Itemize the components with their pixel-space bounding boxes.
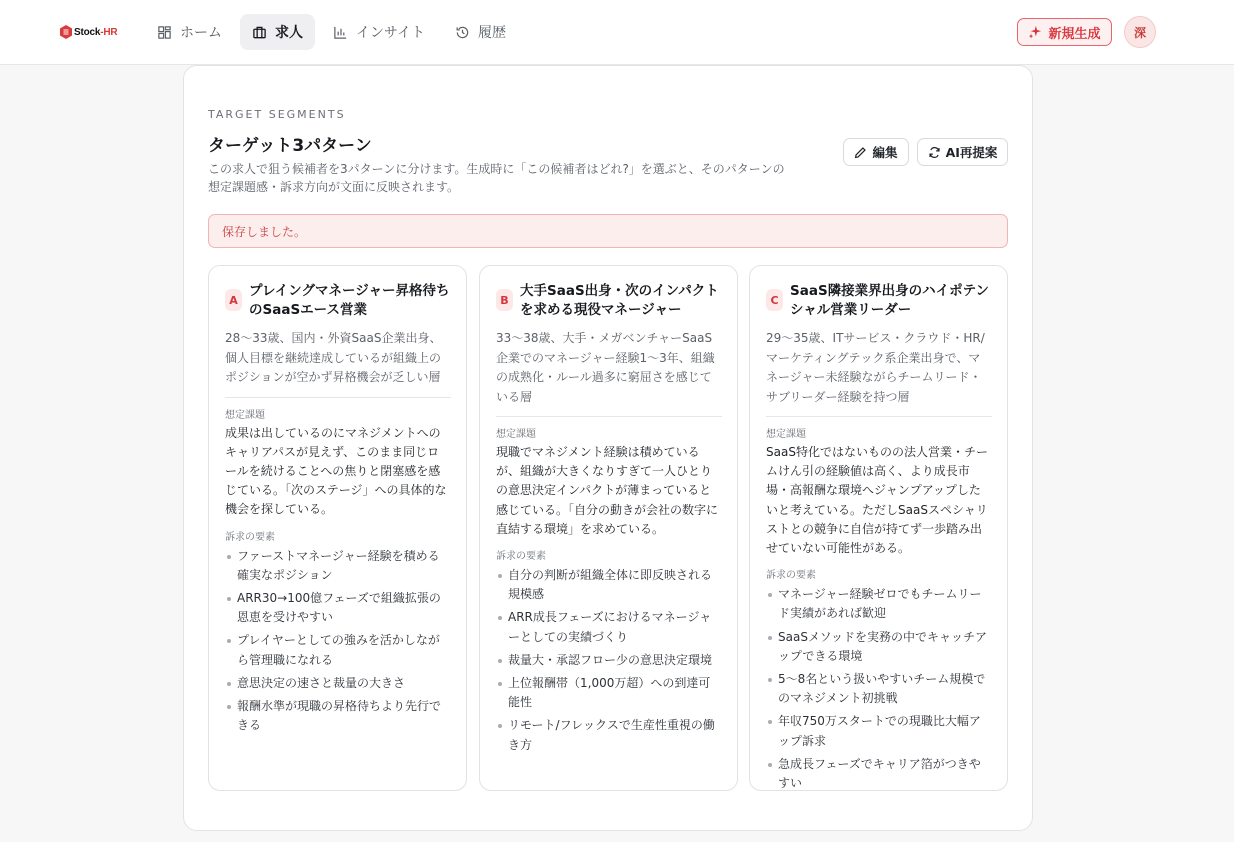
main-nav — [145, 14, 518, 50]
appeal-item: 急成長フェーズでキャリア箔がつきやすい — [766, 755, 992, 791]
segment-summary: 28〜33歳、国内・外資SaaS企業出身、個人目標を継続達成しているが組織上のポジションが空かず昇格機会が乏しい層 — [225, 329, 451, 398]
appeal-label: 訴求の要素 — [225, 531, 275, 543]
nav-item-label: インサイト — [356, 25, 426, 41]
nav-item-label: 履歴 — [478, 25, 507, 41]
nav-item-label: ホーム — [180, 25, 222, 41]
briefcase-icon — [252, 25, 267, 40]
page-title: ターゲット3パターン — [208, 136, 372, 156]
history-icon — [455, 25, 470, 40]
target-segments-panel — [183, 65, 1033, 831]
segment-badge: A — [225, 289, 242, 311]
nav-item-history[interactable] — [443, 14, 518, 50]
grid-icon — [157, 25, 172, 40]
nav-item-home[interactable] — [145, 14, 234, 50]
appeal-item: 年収750万スタートでの現職比大幅アップ訴求 — [766, 712, 992, 750]
section-description: この求人で狙う候補者を3パターンに分けます。生成時に「この候補者はどれ?」を選ぶと、そのパターンの想定課題感・訴求方向が文面に反映されます。 — [208, 162, 785, 194]
appeal-list — [496, 566, 722, 755]
top-navigation-bar — [0, 0, 1234, 65]
save-success-alert: 保存しました。 — [208, 214, 1008, 248]
ai-repropose-label: AI再提案 — [945, 145, 998, 160]
segment-issue: SaaS特化ではないものの法人営業・チームけん引の経験値は高く、より成長市場・高報酬な環境へジャンプアップしたいと考えている。ただしSaaSスペシャリストとの競争に自信が持てず一歩踏み出せていない可能性がある。 — [766, 445, 988, 556]
segment-badge: C — [766, 289, 783, 311]
appeal-item: SaaSメソッドを実務の中でキャッチアップできる環境 — [766, 628, 992, 666]
issue-label: 想定課題 — [225, 409, 265, 421]
segment-badge: B — [496, 289, 513, 311]
segment-summary: 33〜38歳、大手・メガベンチャーSaaS企業でのマネージャー経験1〜3年、組織の成熟化・ルール過多に窮屈さを感じている層 — [496, 329, 722, 417]
appeal-item: リモート/フレックスで生産性重視の働き方 — [496, 716, 722, 754]
appeal-item: ARR成長フェーズにおけるマネージャーとしての実績づくり — [496, 608, 722, 646]
new-generate-button[interactable] — [1017, 18, 1112, 46]
refresh-icon — [928, 146, 941, 159]
segment-issue: 現職でマネジメント経験は積めているが、組織が大きくなりすぎて一人ひとりの意思決定インパクトが薄まっていると感じている。「自分の動きが会社の数字に直結する環境」を求めている。 — [496, 445, 719, 536]
edit-button-label: 編集 — [872, 145, 898, 160]
bar-chart-icon — [333, 25, 348, 40]
segment-title: 大手SaaS出身・次のインパクトを求める現役マネージャー — [520, 283, 719, 318]
appeal-label: 訴求の要素 — [766, 570, 816, 582]
issue-label: 想定課題 — [496, 429, 536, 440]
logo-text: Stock-HR — [74, 26, 118, 38]
appeal-item: 報酬水準が現職の昇格待ちより先行できる — [225, 697, 451, 735]
segment-title: プレイングマネージャー昇格待ちのSaaSエース営業 — [249, 283, 450, 318]
segment-card-c — [749, 265, 1008, 791]
appeal-label: 訴求の要素 — [496, 551, 546, 563]
appeal-list — [225, 547, 451, 736]
segment-title: SaaS隣接業界出身のハイポテンシャル営業リーダー — [790, 283, 989, 318]
appeal-item: ファーストマネージャー経験を積める確実なポジション — [225, 547, 451, 585]
logo-mark-icon — [60, 25, 72, 39]
appeal-item: マネージャー経験ゼロでもチームリード実績があれば歓迎 — [766, 585, 992, 623]
nav-item-insights[interactable] — [321, 14, 437, 50]
avatar[interactable]: 深 — [1124, 16, 1156, 48]
nav-item-label: 求人 — [275, 25, 303, 41]
appeal-item: 上位報酬帯（1,000万超）への到達可能性 — [496, 674, 722, 712]
segment-summary: 29〜35歳、ITサービス・クラウド・HR/マーケティングテック系企業出身で、マネージャー未経験ながらチームリード・サブリーダー経験を持つ層 — [766, 329, 992, 417]
section-eyebrow: TARGET SEGMENTS — [208, 108, 346, 121]
segment-issue: 成果は出しているのにマネジメントへのキャリアパスが見えず、このまま同じロールを続けることへの焦りと閉塞感を感じている。「次のステージ」への具体的な機会を探している。 — [225, 425, 447, 517]
new-generate-label: 新規生成 — [1048, 26, 1101, 42]
segment-card-b — [479, 265, 738, 791]
edit-button[interactable] — [843, 138, 909, 166]
appeal-item: 自分の判断が組織全体に即反映される規模感 — [496, 566, 722, 604]
appeal-item: ARR30→100億フェーズで組織拡張の恩恵を受けやすい — [225, 589, 451, 627]
ai-repropose-button[interactable] — [917, 138, 1008, 166]
appeal-item: プレイヤーとしての強みを活かしながら管理職になれる — [225, 631, 451, 669]
appeal-item: 5〜8名という扱いやすいチーム規模でのマネジメント初挑戦 — [766, 670, 992, 708]
pencil-icon — [854, 146, 867, 159]
segment-card-a — [208, 265, 467, 791]
appeal-item: 裁量大・承認フロー少の意思決定環境 — [496, 651, 722, 670]
app-logo[interactable] — [60, 23, 117, 41]
sparkles-icon — [1028, 25, 1042, 39]
nav-item-jobs[interactable] — [240, 14, 315, 50]
appeal-item: 意思決定の速さと裁量の大きさ — [225, 674, 451, 693]
issue-label: 想定課題 — [766, 429, 806, 440]
appeal-list — [766, 585, 992, 791]
